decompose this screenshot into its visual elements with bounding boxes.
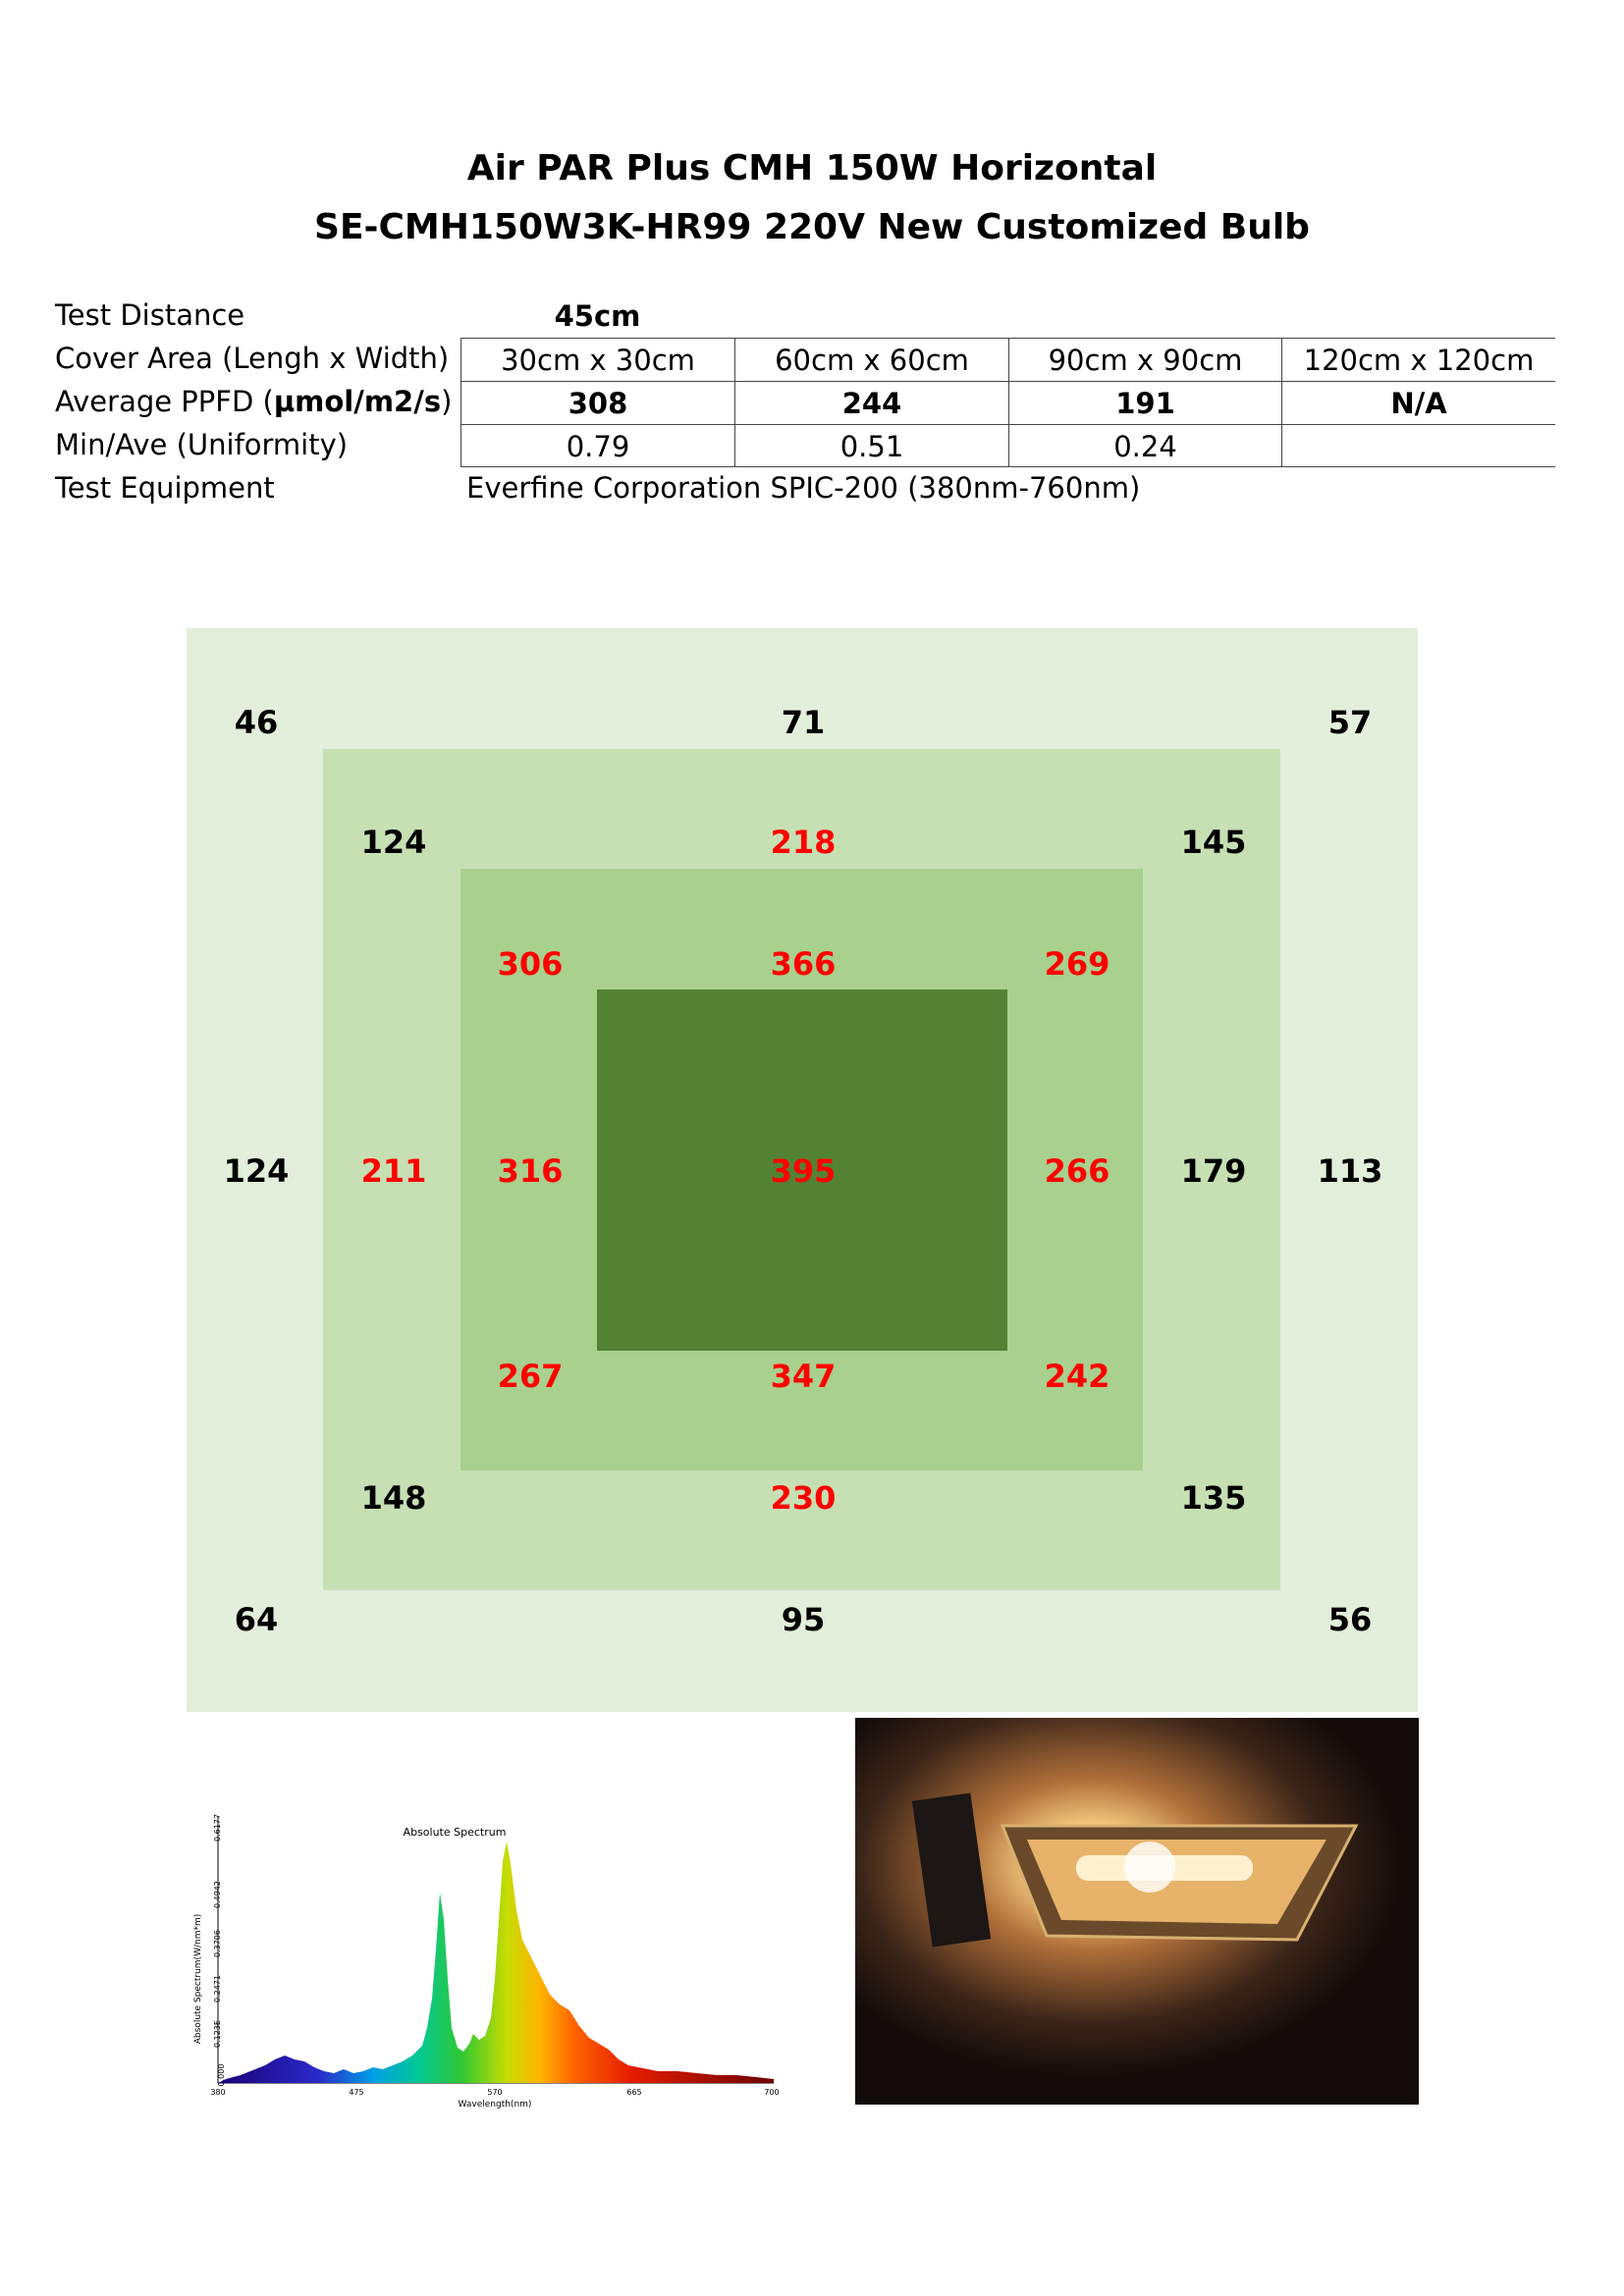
- y-tick: 0.000: [217, 2063, 226, 2087]
- ppfd-cell: N/A: [1281, 381, 1555, 424]
- ppfd-value: 124: [223, 1152, 290, 1190]
- ppfd-cell: 244: [734, 381, 1008, 424]
- ppfd-value-center: 395: [770, 1152, 837, 1190]
- ppfd-value: 145: [1180, 824, 1247, 861]
- ppfd-value: 46: [234, 704, 279, 741]
- equipment-label: Test Equipment: [55, 471, 275, 505]
- x-tick: 665: [626, 2088, 642, 2097]
- ppfd-map: [187, 628, 1418, 1712]
- spectrum-x-label: Wavelength(nm): [458, 2100, 532, 2109]
- ppfd-value: 57: [1327, 704, 1373, 741]
- row-ppfd: [51, 381, 1563, 424]
- fixture-photo: [855, 1718, 1419, 2105]
- ppfd-value: 267: [497, 1358, 564, 1395]
- ppfd-value: 230: [770, 1479, 837, 1517]
- title-line-1: Air PAR Plus CMH 150W Horizontal: [466, 148, 1158, 188]
- ppfd-value: 179: [1180, 1152, 1247, 1190]
- spectrum-curve: [218, 1842, 774, 2083]
- y-tick: 0.6177: [213, 1814, 222, 1842]
- spec-table: [51, 294, 1563, 510]
- x-tick: 475: [349, 2088, 364, 2097]
- spectrum-y-label: Absolute Spectrum(W/nm*m): [193, 1913, 203, 2045]
- row-test-distance: [51, 294, 1563, 338]
- title-line-2: SE-CMH150W3K-HR99 220V New Customized Bulb: [314, 207, 1310, 247]
- uniformity-cell: 0.51: [734, 424, 1008, 467]
- ppfd-cell: 191: [1008, 381, 1281, 424]
- cover-area-cell: 30cm x 30cm: [460, 338, 734, 381]
- equipment-value: Everfine Corporation SPIC-200 (380nm-760nm): [466, 471, 1141, 505]
- uniformity-label: Min/Ave (Uniformity): [55, 428, 349, 461]
- cover-area-cell: 90cm x 90cm: [1008, 338, 1281, 381]
- ppfd-value: 113: [1317, 1152, 1383, 1190]
- ppfd-value: 95: [781, 1601, 826, 1638]
- y-tick: 0.123E: [213, 2020, 222, 2048]
- uniformity-cell: 0.79: [460, 424, 734, 467]
- ppfd-value: 366: [770, 945, 837, 983]
- cover-area-label: Cover Area (Lengh x Width): [55, 342, 450, 375]
- cover-area-cell: 120cm x 120cm: [1281, 338, 1555, 381]
- ppfd-value: 135: [1180, 1479, 1247, 1517]
- y-tick: 0.3706: [213, 1930, 222, 1957]
- ppfd-value: 266: [1044, 1152, 1110, 1190]
- x-tick: 700: [764, 2088, 780, 2097]
- cover-area-cell: 60cm x 60cm: [734, 338, 1008, 381]
- row-equipment: [51, 467, 1563, 510]
- ppfd-value: 211: [360, 1152, 427, 1190]
- y-tick: 0.2471: [213, 1975, 222, 2002]
- ppfd-value: 347: [770, 1358, 837, 1395]
- row-cover-area: [51, 338, 1563, 381]
- ppfd-value: 124: [360, 824, 427, 861]
- uniformity-cell: 0.24: [1008, 424, 1281, 467]
- ppfd-value: 56: [1327, 1601, 1373, 1638]
- x-tick: 570: [487, 2088, 503, 2097]
- x-tick: 380: [210, 2088, 226, 2097]
- ppfd-value: 316: [497, 1152, 564, 1190]
- ppfd-label: Average PPFD (µmol/m2/s): [55, 385, 453, 418]
- ppfd-value: 269: [1044, 945, 1110, 983]
- test-distance-value: 45cm: [554, 299, 641, 333]
- uniformity-cell: [1281, 424, 1555, 467]
- ppfd-value: 306: [497, 945, 564, 983]
- row-uniformity: [51, 424, 1563, 467]
- ppfd-cell: 308: [460, 381, 734, 424]
- ppfd-value: 148: [360, 1479, 427, 1517]
- spectrum-chart: [187, 1802, 785, 2116]
- ppfd-value: 218: [770, 824, 837, 861]
- ppfd-value: 71: [781, 704, 826, 741]
- spectrum-title: Absolute Spectrum: [403, 1826, 507, 1839]
- y-tick: 0.4942: [213, 1881, 222, 1908]
- ppfd-value: 64: [234, 1601, 279, 1638]
- ppfd-value: 242: [1044, 1358, 1110, 1395]
- test-distance-label: Test Distance: [55, 298, 245, 332]
